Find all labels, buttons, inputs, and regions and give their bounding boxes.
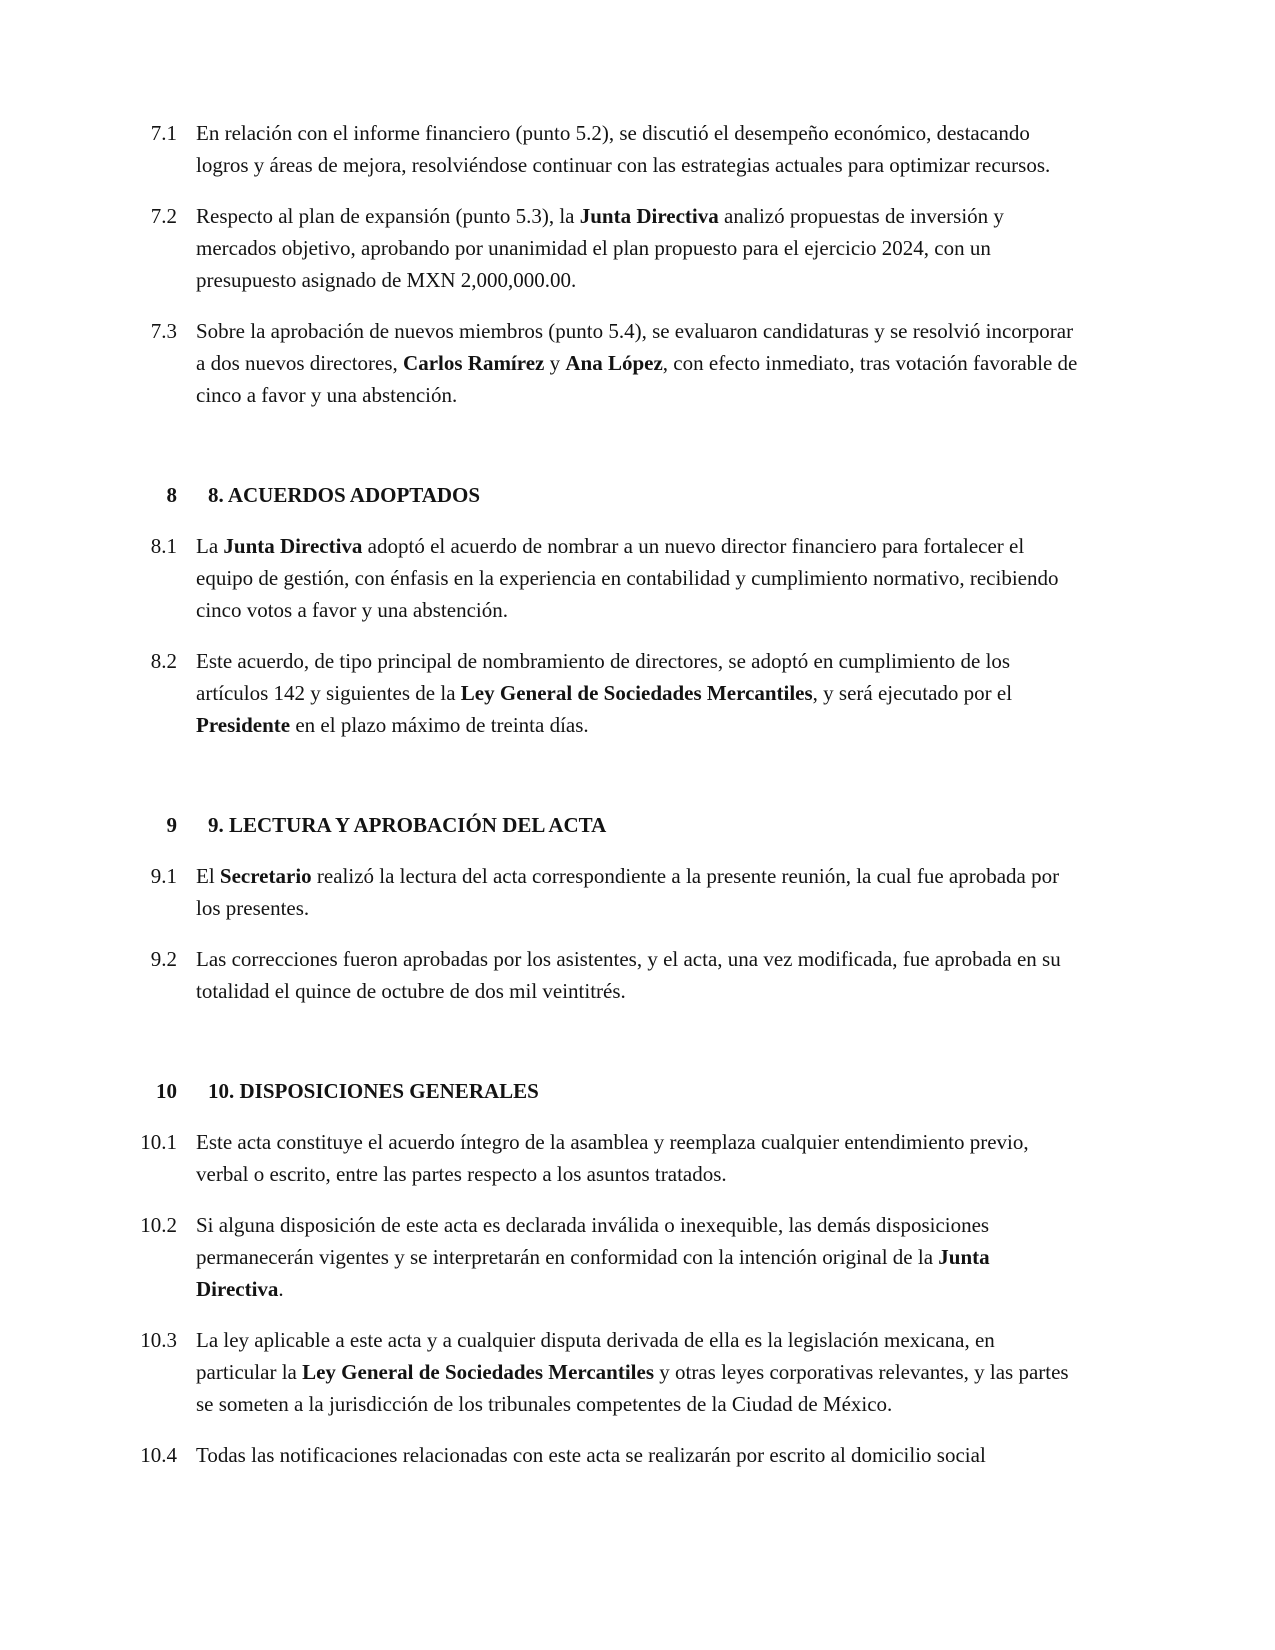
- clause-item: [0, 860, 1275, 924]
- clause-text: [196, 860, 1080, 924]
- clause-number: 10.3: [140, 1328, 177, 1352]
- clause-number: 8.2: [150, 649, 177, 673]
- text-run: Este acuerdo, de tipo principal de nombramiento de directores, se adoptó en cumplimiento de los artículos 142 y siguientes de la: [196, 649, 1011, 705]
- text-run: , con efecto inmediato, tras votación favorable de cinco a favor y una abstención.: [196, 351, 1078, 407]
- clause-number: 9.2: [150, 947, 177, 971]
- clause-text: [196, 1439, 1080, 1471]
- clause-number: 10.4: [140, 1443, 177, 1467]
- clause-text: [196, 117, 1080, 181]
- section-title: 10. DISPOSICIONES GENERALES: [208, 1079, 539, 1103]
- clause-item: [0, 1126, 1275, 1190]
- clause-text: [196, 315, 1080, 411]
- clause-item: [0, 1324, 1275, 1420]
- bold-term: Ana López: [565, 351, 663, 375]
- clause-item: [0, 1209, 1275, 1305]
- bold-term: Junta Directiva: [223, 534, 363, 558]
- section-title: 8. ACUERDOS ADOPTADOS: [208, 483, 481, 507]
- clause-number: 9.1: [150, 864, 177, 888]
- clause-item: [0, 943, 1275, 1007]
- text-run: y otras leyes corporativas relevantes, y las partes se someten a la jurisdicción de los tribunales competentes de la Ciudad de México.: [196, 1360, 1069, 1416]
- clause-item: [0, 645, 1275, 741]
- bold-term: Carlos Ramírez: [403, 351, 545, 375]
- clause-text: [196, 645, 1080, 741]
- text-run: En relación con el informe financiero (punto 5.2), se discutió el desempeño económico, destacando logros y áreas de mejora, resolviéndose continuar con las estrategias actuales para optimizar recursos.: [196, 121, 1051, 177]
- section-heading: [0, 809, 1275, 841]
- clause-number: 7.3: [150, 319, 177, 343]
- text-run: , y será ejecutado por el: [812, 681, 1013, 705]
- text-run: Respecto al plan de expansión (punto 5.3), la: [196, 204, 580, 228]
- clause-number: 8.1: [150, 534, 177, 558]
- document-content: [0, 117, 1275, 1471]
- section-title: 9. LECTURA Y APROBACIÓN DEL ACTA: [208, 813, 607, 837]
- clause-item: [0, 117, 1275, 181]
- clause-text: [196, 943, 1080, 1007]
- text-run: El: [196, 864, 220, 888]
- clause-number: 10.1: [140, 1130, 177, 1154]
- text-run: La: [196, 534, 224, 558]
- clause-text: [196, 530, 1080, 626]
- clause-number: 7.2: [150, 204, 177, 228]
- clause-text: [196, 200, 1080, 296]
- bold-term: Ley General de Sociedades Mercantiles: [302, 1360, 654, 1384]
- text-run: en el plazo máximo de treinta días.: [290, 713, 589, 737]
- clause-item: [0, 530, 1275, 626]
- section-number: 10: [156, 1079, 177, 1103]
- bold-term: Presidente: [196, 713, 291, 737]
- clause-number: 7.1: [150, 121, 177, 145]
- text-run: Sobre la aprobación de nuevos miembros (punto 5.4), se evaluaron candidaturas y se resolvió incorporar a dos nuevos directores,: [196, 319, 1074, 375]
- bold-term: Junta Directiva: [579, 204, 719, 228]
- bold-term: Secretario: [219, 864, 312, 888]
- clause-item: [0, 315, 1275, 411]
- section-heading: [0, 479, 1275, 511]
- bold-term: Ley General de Sociedades Mercantiles: [460, 681, 813, 705]
- clause-text: [196, 1209, 1080, 1305]
- clause-item: [0, 200, 1275, 296]
- section-number: 8: [166, 483, 177, 507]
- bold-term: Junta Directiva: [196, 1245, 990, 1301]
- clause-text: [196, 1324, 1080, 1420]
- text-run: y: [544, 351, 566, 375]
- text-run: realizó la lectura del acta correspondiente a la presente reunión, la cual fue aprobada por los presentes.: [196, 864, 1060, 920]
- text-run: Este acta constituye el acuerdo íntegro de la asamblea y reemplaza cualquier entendimiento previo, verbal o escrito, entre las partes respecto a los asuntos tratados.: [196, 1130, 1029, 1186]
- text-run: Todas las notificaciones relacionadas con este acta se realizarán por escrito al domicilio social: [196, 1443, 986, 1467]
- text-run: .: [278, 1277, 284, 1301]
- text-run: analizó propuestas de inversión y mercados objetivo, aprobando por unanimidad el plan propuesto para el ejercicio 2024, con un presupuesto asignado de MXN 2,000,000.00.: [196, 204, 1004, 292]
- clause-number: 10.2: [140, 1213, 177, 1237]
- section-number: 9: [166, 813, 177, 837]
- clause-text: [196, 1126, 1080, 1190]
- text-run: adoptó el acuerdo de nombrar a un nuevo director financiero para fortalecer el equipo de gestión, con énfasis en la experiencia en contabilidad y cumplimiento normativo, recibiendo cinco votos a favor y una abstención.: [196, 534, 1059, 622]
- text-run: La ley aplicable a este acta y a cualquier disputa derivada de ella es la legislación mexicana, en particular la: [196, 1328, 995, 1384]
- text-run: Si alguna disposición de este acta es declarada inválida o inexequible, las demás disposiciones permanecerán vigentes y se interpretarán en conformidad con la intención original de la: [196, 1213, 990, 1269]
- section-heading: [0, 1075, 1275, 1107]
- text-run: Las correcciones fueron aprobadas por los asistentes, y el acta, una vez modificada, fue aprobada en su totalidad el quince de octubre de dos mil veintitrés.: [196, 947, 1061, 1003]
- clause-item: [0, 1439, 1275, 1471]
